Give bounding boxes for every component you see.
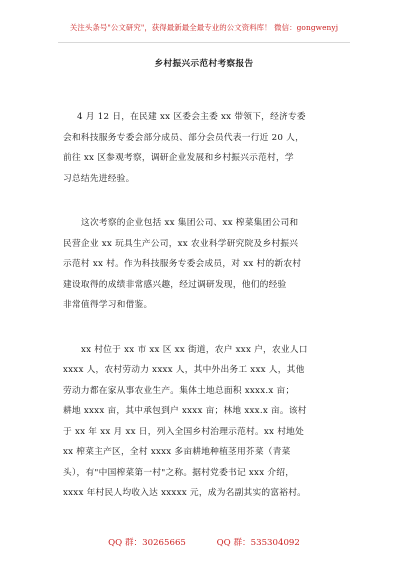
- footer-contact: [0, 536, 408, 548]
- paragraph-line: 前往 xx 区参观考察，调研企业发展和乡村振兴示范村，学: [63, 153, 294, 163]
- paragraph-line: 于 xx 年 xx 月 xx 日，列入全国乡村治理示范村。xx 村地处: [63, 426, 305, 437]
- header-banner: 关注头条号"公文研究"，获得最新最全最专业的公文资料库！ 微信：gongwenyj: [69, 23, 339, 32]
- document-body: [63, 107, 353, 528]
- paragraph-line: 耕地 xxxx 亩，其中承包到户 xxxx 亩；林地 xxx.x 亩。该村: [63, 406, 307, 416]
- paragraph-line: 示范村 xx 村。作为科技服务专委会成员，对 xx 村的新农村: [63, 259, 302, 269]
- paragraph-line: 4 月 12 日，在民建 xx 区委会主委 xx 带领下，经济专委: [77, 112, 306, 122]
- paragraph-line: 民营企业 xx 玩具生产公司，xx 农业科学研究院及乡村振兴: [63, 238, 299, 249]
- paragraph-line: xx 榨菜主产区，全村 xxxx 多亩耕地种植茎用芥菜（青菜: [63, 447, 291, 457]
- header-divider: [58, 42, 350, 43]
- paragraph-line: xxxx 年村民人均收入达 xxxxx 元，成为名副其实的富裕村。: [63, 488, 307, 498]
- paragraph-2: [63, 213, 353, 316]
- paragraph-1: [63, 107, 353, 189]
- footer-qq-group-2: QQ 群：535304092: [216, 538, 300, 548]
- paragraph-line: 习总结先进经验。: [63, 173, 135, 184]
- footer-qq-group-1: QQ 群：30265665: [108, 538, 186, 548]
- paragraph-line: 非常值得学习和借鉴。: [63, 300, 153, 310]
- document-title: 乡村振兴示范村考察报告: [154, 59, 254, 69]
- paragraph-line: 这次考察的企业包括 xx 集团公司、xx 榨菜集团公司和: [81, 218, 299, 228]
- paragraph-line: 建设取得的成绩非常感兴趣，经过调研发现，他们的经验: [63, 279, 287, 290]
- paragraph-line: 头），有"中国榨菜第一村"之称。据村党委书记 xxx 介绍，: [63, 467, 295, 478]
- paragraph-line: 劳动力都在家从事农业生产。集体土地总面积 xxxx.x 亩；: [63, 385, 295, 396]
- paragraph-line: xxxx 人，农村劳动力 xxxx 人，其中外出务工 xxx 人，其他: [63, 365, 305, 375]
- paragraph-3: [63, 340, 353, 504]
- paragraph-line: 会和科技服务专委会部分成员、部分会员代表一行近 20 人，: [63, 132, 305, 143]
- paragraph-line: xx 村位于 xx 市 xx 区 xx 街道，农户 xxx 户，农业人口: [81, 344, 308, 355]
